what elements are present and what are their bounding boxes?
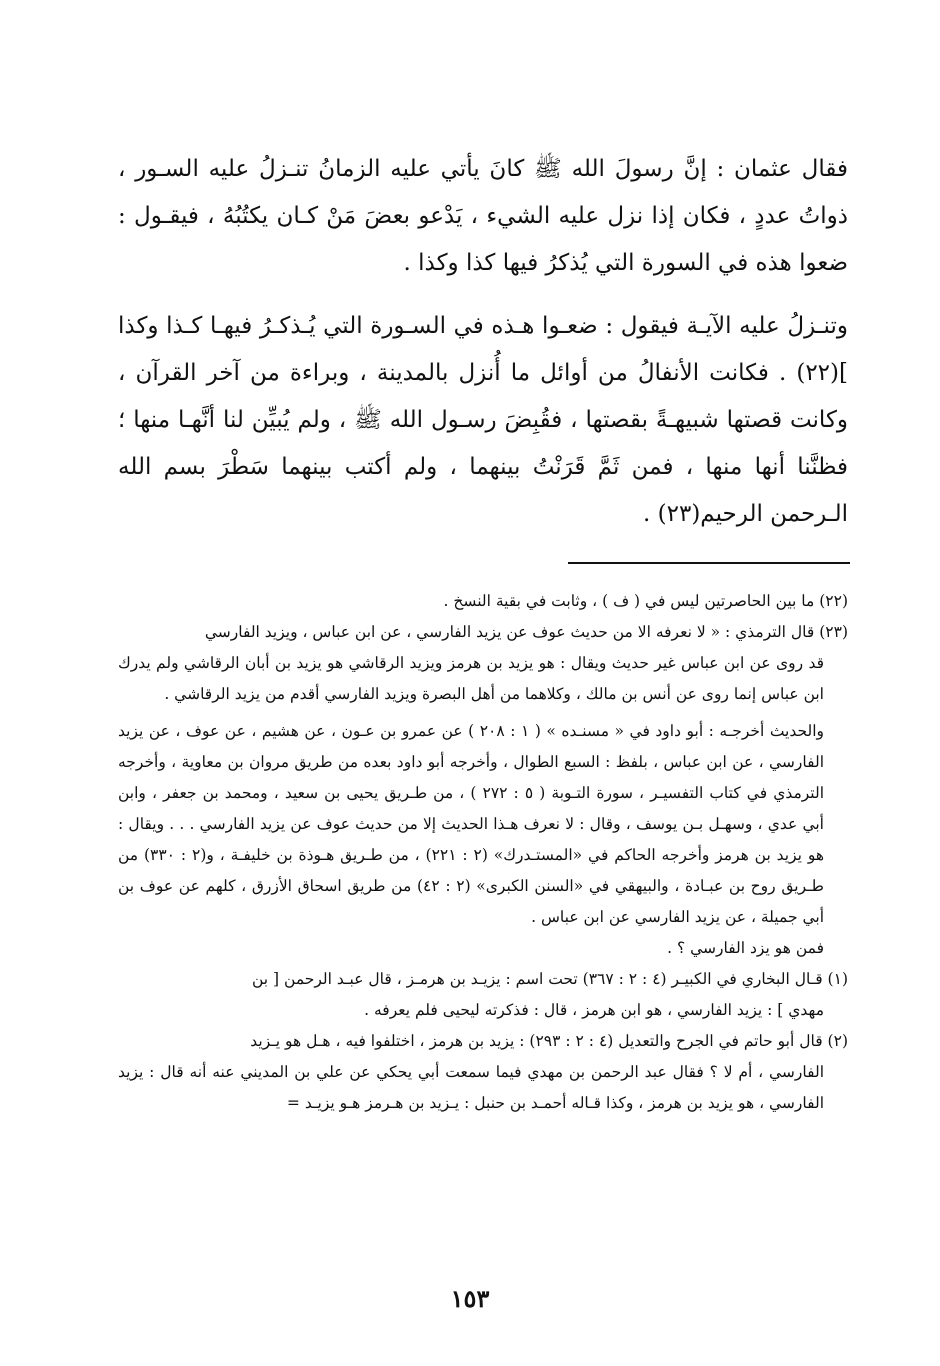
main-text: [118, 146, 848, 554]
footnotes: [118, 586, 848, 1119]
main-paragraph-2: وتنـزلُ عليه الآيـة فيقول : ضعـوا هـذه في السـورة التي يُـذكـرُ فيهـا كـذا وكذا ](٢٢) . فكانت الأنفالُ من أوائل ما أُنزل بالمدينة ، وبراءة من آخر القرآن ، وكانت قصتها شبيهـةً بقصتها ، فقُبِضَ رسـول الله ﷺ ، ولم يُبيِّن لنا أنَّهـا منها ؛ فظنَّنا أنها منها ، فمن ثَمَّ قَرَنْتُ بينهما ، ولم أكتب بينهما سَطْرَ بسم الله الـرحمن الرحيم(٢٣) .: [118, 313, 848, 527]
footnote-23: (٢٣) قال الترمذي : « لا نعرفه الا من حديث عوف عن يزيد الفارسي ، عن ابن عباس ، ويزيد الفارسي: [204, 623, 848, 641]
footnote-item-1-continuation: مهدي ] : يزيد الفارسي ، هو ابن هرمز ، قال : فذكرته ليحيى فلم يعرفه .: [364, 1001, 824, 1019]
footnote-item-2: (٢) قال أبو حاتم في الجرح والتعديل (٤ : ٢ : ٢٩٣) : يزيد بن هرمز ، اختلفوا فيه ، هـل هو يـزيد: [250, 1032, 848, 1050]
footnote-question: فمن هو يزد الفارسي ؟ .: [667, 939, 824, 957]
footnote-23-paragraph-2: والحديث أخرجـه : أبو داود في « مسنـده » ( ١ : ٢٠٨ ) عن عمرو بن عـون ، عن هشيم ، عن عوف ، عن يزيد الفارسي ، عن ابن عباس ، بلفظ : السبع الطوال ، وأخرجه أبو داود بعده من طريق مروان بن معاوية ، وأخرجه الترمذي في كتاب التفسيـر ، سورة التـوبة ( ٥ : ٢٧٢ ) ، من طـريق يحيى بن سعيد ، ومحمد بن جعفر ، وابن أبي عدي ، وسهـل بـن يوسف ، وقال : لا نعرف هـذا الحديث إلا من حديث عوف عن يزيد الفارسي . . . ويقال : هو يزيد بن هرمز وأخرجه الحاكم في «المستـدرك» (٢ : ٢٢١) ، من طـريق هـوذة بن خليفـة ، و(٢ : ٣٣٠) من طـريق روح بن عبـادة ، والبيهقي في «السنن الكبرى» (٢ : ٤٢) من طريق اسحاق الأزرق ، كلهم عن عوف بن أبي جميلة ، عن يزيد الفارسي عن ابن عباس .: [118, 722, 825, 926]
footnote-22: (٢٢) ما بين الحاصرتين ليس في ( ف ) ، وثابت في بقية النسخ .: [443, 592, 848, 610]
footnote-item-2-continuation: الفارسي ، أم لا ؟ فقال عبد الرحمن بن مهدي فيما سمعت أبي يحكي عن علي بن المديني عنه أنه قال : يزيد الفارسي ، هو يزيد بن هرمز ، وكذا قـاله أحمـد بن حنبل : يـزيد بن هـرمز هـو يزيـد =: [118, 1063, 824, 1112]
footnote-separator: [568, 562, 850, 564]
footnote-item-1: (١) قـال البخاري في الكبيـر (٤ : ٢ : ٣٦٧) تحت اسم : يزيـد بن هرمـز ، قال عبـد الرحمن [ بن: [252, 970, 848, 988]
page-number: ١٥٣: [450, 1284, 490, 1313]
main-paragraph-1: فقال عثمان : إنَّ رسولَ الله ﷺ كانَ يأتي عليه الزمانُ تنـزلُ عليه السـور ، ذواتُ عددٍ ، فكان إذا نزل عليه الشيء ، يَدْعو بعضَ مَنْ كـان يكتُبُهُ ، فيقـول : ضعوا هذه في السورة التي يُذكرُ فيها كذا وكذا .: [118, 156, 848, 276]
footnote-23-continuation: قد روى عن ابن عباس غير حديث ويقال : هو يزيد بن هرمز ويزيد الرقاشي هو يزيد بن أبان الرقاشي ولم يدرك ابن عباس إنما روى عن أنس بن مالك ، وكلاهما من أهل البصرة ويزيد الفارسي أقدم من يزيد الرقاشي .: [118, 654, 824, 703]
